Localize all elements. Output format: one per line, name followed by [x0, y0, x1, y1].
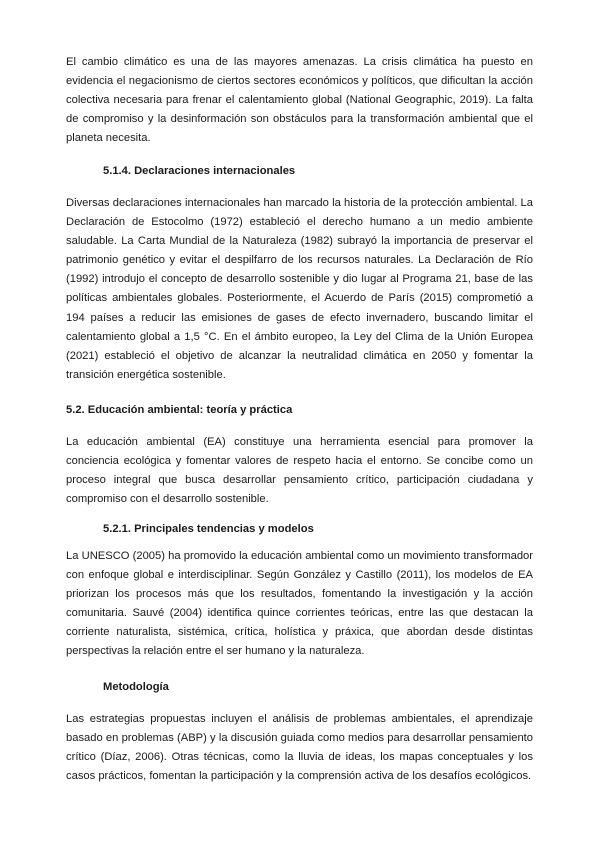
paragraph-educacion-ambiental: La educación ambiental (EA) constituye una herramienta esencial para promover la conciencia ecológica y fomentar valores de respeto hacia el entorno. Se concibe como un proceso integral que busca desarrollar pensamiento crítico, participación ciudadana y compromiso con el desarrollo sostenible.: [66, 436, 533, 506]
heading-declaraciones-internacionales: 5.1.4. Declaraciones internacionales: [103, 165, 296, 177]
heading-metodologia: Metodología: [103, 681, 169, 693]
paragraph-metodologia: Las estrategias propuestas incluyen el análisis de problemas ambientales, el aprendizaje basado en problemas (ABP) y la discusión guiada como medios para desarrollar pensamiento crítico (Díaz, 2006). Otras técnicas, como la lluvia de ideas, los mapas conceptuales y los casos prácticos, fomentan la participación y la comprensión activa de los desafíos ecológicos.: [66, 713, 533, 783]
paragraph-principales-tendencias: La UNESCO (2005) ha promovido la educación ambiental como un movimiento transformador con enfoque global e interdisciplinar. Según González y Castillo (2011), los modelos de EA priorizan los procesos más que los resultados, fomentando la investigación y la acción comunitaria. Sauvé (2004) identifica quince corrientes teóricas, entre las que destacan la corriente naturalista, sistémica, crítica, holística y práxica, que abordan desde distintas perspectivas la relación entre el ser humano y la naturaleza.: [66, 550, 533, 658]
paragraph-declaraciones-internacionales: Diversas declaraciones internacionales han marcado la historia de la protección ambiental. La Declaración de Estocolmo (1972) estableció el derecho humano a un medio ambiente saludable. La Carta Mundial de la Naturaleza (1982) subrayó la importancia de preservar el patrimonio genético y evitar el despilfarro de los recursos naturales. La Declaración de Río (1992) introdujo el concepto de desarrollo sostenible y dio lugar al Programa 21, base de las políticas ambientales globales. Posteriormente, el Acuerdo de París (2015) comprometió a 194 países a reducir las emisiones de gases de efecto invernadero, buscando limitar el calentamiento global a 1,5 °C. En el ámbito europeo, la Ley del Clima de la Unión Europea (2021) estableció el objetivo de alcanzar la neutralidad climática en 2050 y fomentar la transición energética sostenible.: [66, 197, 533, 381]
heading-educacion-ambiental: 5.2. Educación ambiental: teoría y práctica: [66, 404, 293, 416]
heading-principales-tendencias: 5.2.1. Principales tendencias y modelos: [103, 523, 314, 535]
intro-paragraph: El cambio climático es una de las mayores amenazas. La crisis climática ha puesto en evidencia el negacionismo de ciertos sectores económicos y políticos, que dificultan la acción colectiva necesaria para frenar el calentamiento global (National Geographic, 2019). La falta de compromiso y la desinformación son obstáculos para la transformación ambiental que el planeta necesita.: [66, 56, 533, 145]
